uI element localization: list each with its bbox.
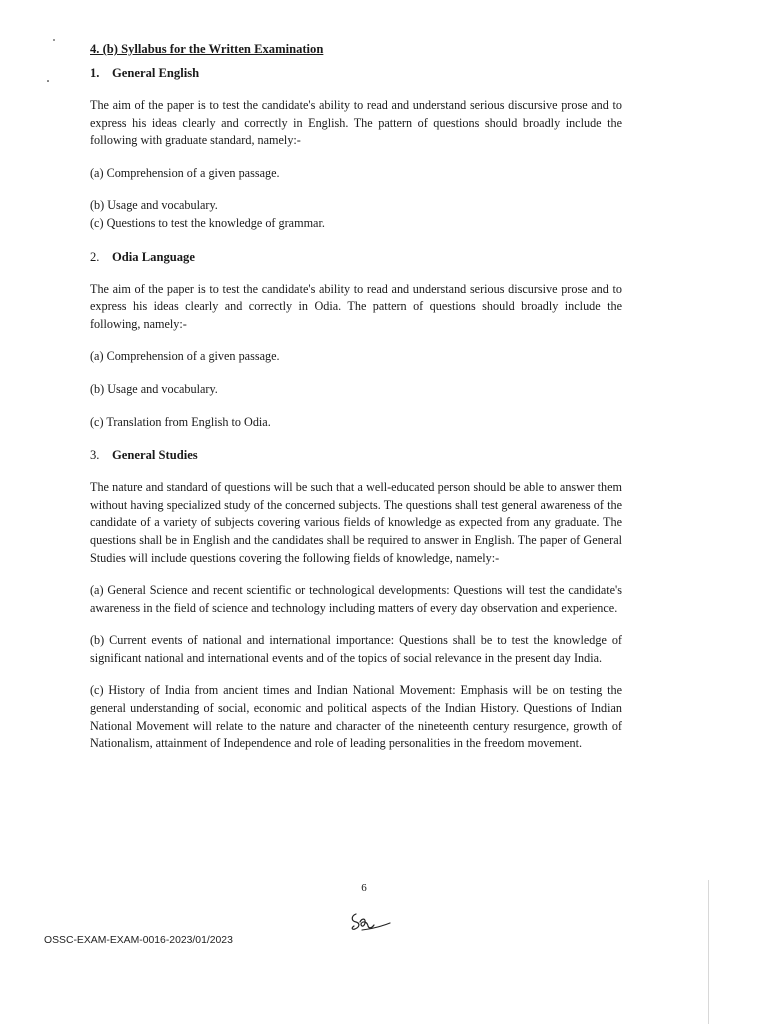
list-item: (b) Current events of national and international importance: Questions shall be to test the knowledge of significant national and international events and of the topics of social relevance in the present day India. [90, 633, 622, 665]
signature-initials [348, 908, 396, 936]
document-body [90, 40, 622, 753]
section-title-general-studies [90, 446, 622, 464]
list-item: (c) Translation from English to Odia. [90, 414, 271, 429]
section-title-text: General English [112, 66, 200, 80]
list-item: (c) History of India from ancient times and Indian National Movement: Emphasis will be on testing the general understanding of social, economic and political aspects of the Indian History. Questions of Indian National Movement will relate to the nature and character of the nineteenth century resurgence, growth of Nationalism, attainment of Independence and role of leading personalities in the freedom movement. [90, 683, 622, 751]
list-item: (a) General Science and recent scientific or technological developments: Questions will test the candidate's awareness in the field of science and technology including matters of every day observation and experience. [90, 583, 622, 615]
section-title-odia-language [90, 248, 622, 266]
main-heading: 4. (b) Syllabus for the Written Examination [90, 42, 324, 56]
section-number: 3. [90, 448, 100, 463]
list-item: (a) Comprehension of a given passage. [90, 349, 280, 364]
section-paragraph: The nature and standard of questions will be such that a well-educated person should be able to answer them without having specialized study of the concerned subjects. The questions shall test general awareness of the candidate of a variety of subjects covering various fields of knowledge as expected from any graduate. The questions shall be in English and the candidates shall be required to answer in English. The paper of General Studies will include questions covering the following fields of knowledge, namely:- [90, 480, 622, 565]
section-number: 2. [90, 249, 100, 264]
section-paragraph: The aim of the paper is to test the candidate's ability to read and understand serious discursive prose and to express his ideas clearly and correctly in Odia. The pattern of questions should broadly include the following, namely:- [90, 281, 622, 331]
scan-speck [47, 80, 49, 82]
section-title-text: General Studies [112, 448, 198, 463]
section-paragraph: The aim of the paper is to test the candidate's ability to read and understand serious discursive prose and to express his ideas clearly and correctly in English. The pattern of questions should broadly include the following with graduate standard, namely:- [90, 98, 622, 148]
document-reference: OSSC-EXAM-EXAM-0016-2023/01/2023 [44, 935, 233, 946]
section-number: 1. [90, 66, 100, 80]
list-item: (b) Usage and vocabulary. [90, 198, 218, 213]
scan-edge-line [708, 880, 709, 1024]
list-item: (c) Questions to test the knowledge of grammar. [90, 215, 325, 230]
scan-speck [53, 39, 55, 41]
list-item: (b) Usage and vocabulary. [90, 381, 218, 396]
section-title-text: Odia Language [112, 249, 195, 264]
page-number: 6 [361, 882, 367, 894]
list-item: (a) Comprehension of a given passage. [90, 165, 280, 180]
section-title-general-english [90, 64, 622, 82]
